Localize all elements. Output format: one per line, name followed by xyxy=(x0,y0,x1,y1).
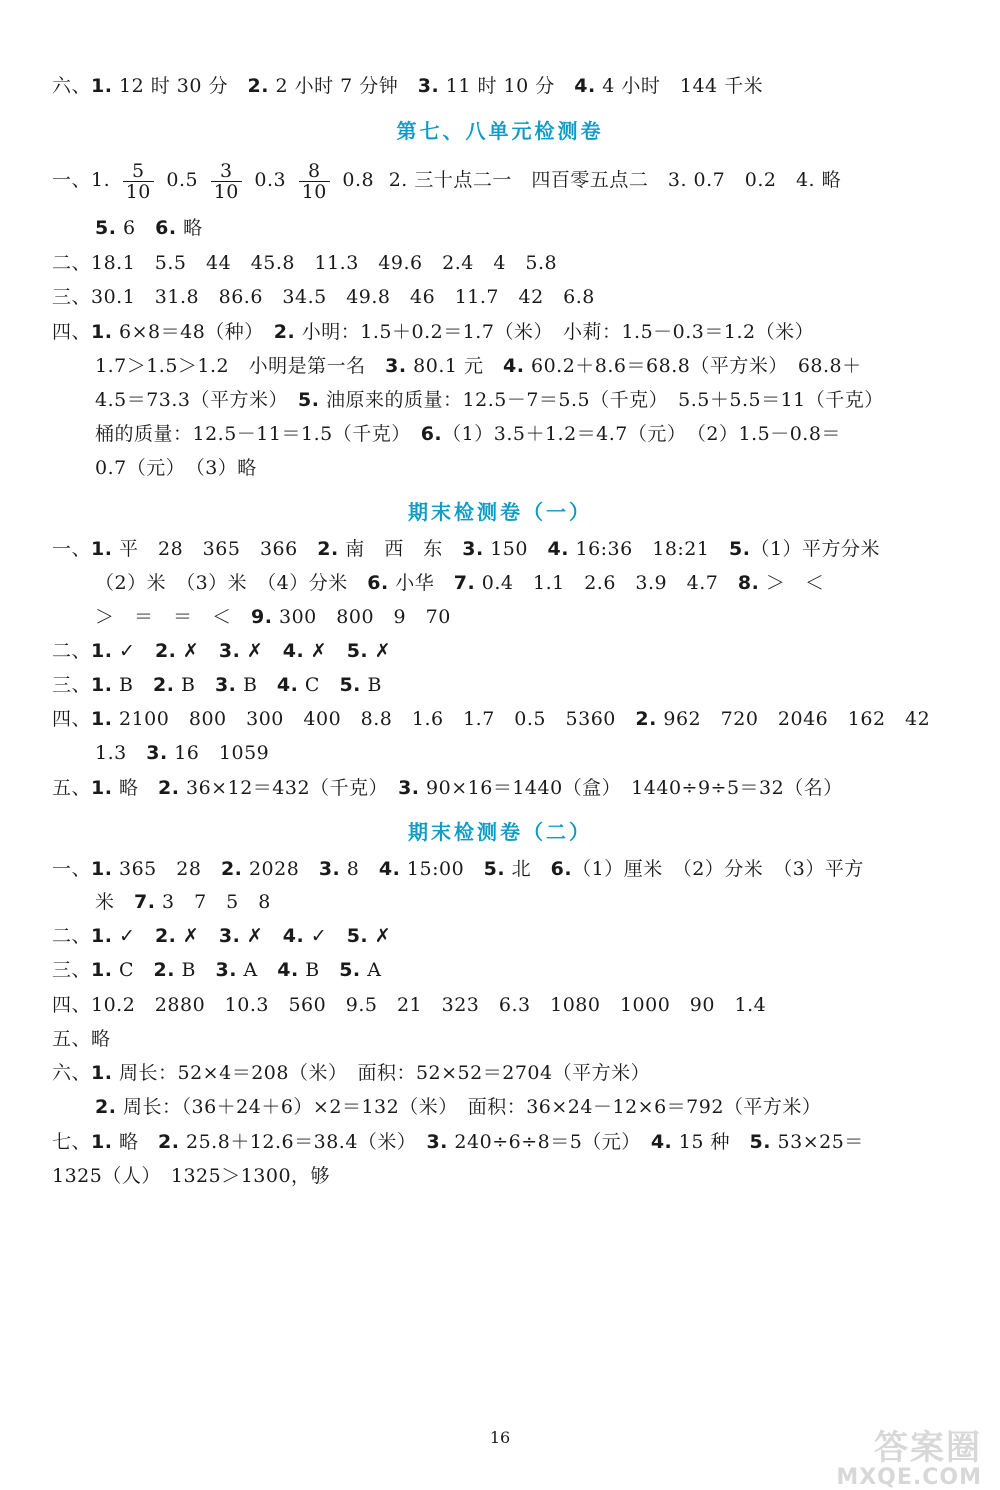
answer-line: 六、1. 周长：52×4＝208（米） 面积：52×52＝2704（平方米） xyxy=(52,1062,651,1084)
answer-line: 四、10.2 2880 10.3 560 9.5 21 323 6.3 1080 1000 90 1.4 xyxy=(52,994,767,1016)
answer-line: 4.5＝73.3（平方米） 5. 油原来的质量：12.5－7＝5.5（千克） 5.5＋5.5＝11（千克） xyxy=(95,389,884,411)
answer-line: ＞ ＝ ＝ ＜ 9. 300 800 9 70 xyxy=(95,606,451,628)
answer-rest: 2. 三十点二一 四百零五点二 3. 0.7 0.2 4. 略 xyxy=(388,169,842,191)
answer-line: 二、1. ✓ 2. ✗ 3. ✗ 4. ✗ 5. ✗ xyxy=(52,640,392,662)
question-prefix: 一、1. xyxy=(52,169,111,191)
watermark-text: 答案圈 xyxy=(874,1428,982,1468)
answer-line: 七、1. 略 2. 25.8＋12.6＝38.4（米） 3. 240÷6÷8＝5（元） 4. 15 种 5. 53×25＝ xyxy=(52,1131,864,1153)
answer-line: 五、略 xyxy=(52,1028,111,1050)
section-heading-units-7-8: 第七、八单元检测卷 xyxy=(396,119,604,143)
answer-line: 一、1. 365 28 2. 2028 3. 8 4. 15:00 5. 北 6.（1）厘米 （2）分米 （3）平方 xyxy=(52,858,864,880)
section-heading-final-1: 期末检测卷（一） xyxy=(408,500,592,524)
answer-line: 四、1. 2100 800 300 400 8.8 1.6 1.7 0.5 5360 2. 962 720 2046 162 42 xyxy=(52,708,931,730)
decimal-value: 0.8 xyxy=(342,169,375,191)
answer-line: 二、18.1 5.5 44 45.8 11.3 49.6 2.4 4 5.8 xyxy=(52,252,558,274)
answer-line: 0.7（元） （3）略 xyxy=(95,457,257,479)
answer-line: 1.3 3. 16 1059 xyxy=(95,742,270,764)
answer-line: （2）米 （3）米 （4）分米 6. 小华 7. 0.4 1.1 2.6 3.9 4.7 8. ＞ ＜ xyxy=(95,572,825,594)
fraction: $\frac{8}{10}$ xyxy=(299,161,330,202)
fraction: $\frac{5}{10}$ xyxy=(123,161,154,202)
answer-line: 1.7＞1.5＞1.2 小明是第一名 3. 80.1 元 4. 60.2＋8.6＝68.8（平方米） 68.8＋ xyxy=(95,355,862,377)
decimal-value: 0.3 xyxy=(254,169,287,191)
answer-line: 米 7. 3 7 5 8 xyxy=(95,891,271,913)
answer-line: 2. 周长：（36＋24＋6）×2＝132（米） 面积：36×24－12×6＝792（平方米） xyxy=(95,1096,822,1118)
answer-line: 5. 6 6. 略 xyxy=(95,217,203,239)
answer-line: 六、1. 12 时 30 分 2. 2 小时 7 分钟 3. 11 时 10 分 4. 4 小时 144 千米 xyxy=(52,75,764,97)
answer-line: 二、1. ✓ 2. ✗ 3. ✗ 4. ✓ 5. ✗ xyxy=(52,925,392,947)
page-number: 16 xyxy=(489,1428,511,1447)
fraction: $\frac{3}{10}$ xyxy=(211,161,242,202)
decimal-value: 0.5 xyxy=(166,169,199,191)
watermark-url: MXQE.COM xyxy=(836,1465,982,1490)
answer-line: 三、1. C 2. B 3. A 4. B 5. A xyxy=(52,959,382,981)
answer-line: 桶的质量：12.5－11＝1.5（千克） 6.（1）3.5＋1.2＝4.7（元） （2）1.5－0.8＝ xyxy=(95,423,841,445)
answer-line: 五、1. 略 2. 36×12＝432（千克） 3. 90×16＝1440（盒） 1440÷9÷5＝32（名） xyxy=(52,777,843,799)
answer-line: 四、1. 6×8＝48（种） 2. 小明：1.5＋0.2＝1.7（米） 小莉：1.5－0.3＝1.2（米） xyxy=(52,321,815,343)
answer-line: 1325（人） 1325＞1300，够 xyxy=(52,1165,331,1187)
answer-line: 三、30.1 31.8 86.6 34.5 49.8 46 11.7 42 6.8 xyxy=(52,286,595,308)
answer-line-fractions xyxy=(52,158,942,202)
section-heading-final-2: 期末检测卷（二） xyxy=(408,820,592,844)
answer-line: 三、1. B 2. B 3. B 4. C 5. B xyxy=(52,674,382,696)
answer-line: 一、1. 平 28 365 366 2. 南 西 东 3. 150 4. 16:36 18:21 5.（1）平方分米 xyxy=(52,538,881,560)
watermark-logo xyxy=(817,1420,982,1490)
